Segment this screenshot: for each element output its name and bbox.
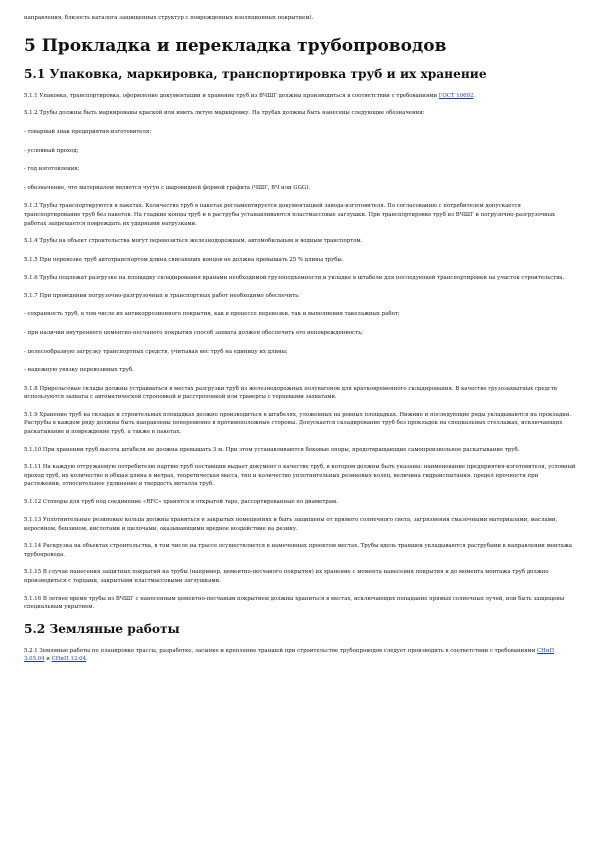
paragraph-5-1-2: 5.1.2 Трубы должны быть маркированы краской или иметь литую маркировку. На трубах должны быть нанесены следующие обозначения: xyxy=(24,110,425,117)
previous-section-fragment: направления, близость каталога защищенных структур с поврежденных изоляционных покрытием). xyxy=(24,15,314,21)
section-5-heading: 5 Прокладка и перекладка трубопроводов xyxy=(24,36,447,56)
paragraph-5-1-15: 5.1.15 В случае нанесения защитных покрытий на трубы (например, цементно-песчаного покрытия) их хранение с момента нанесения покрытия и до момента монтажа труб должно производиться с торцами, закрытыми пластмассовыми заглушками. xyxy=(24,569,549,585)
paragraph-5-1-4: 5.1.4 Трубы на объект строительства могут перевозиться железнодорожным, автомобильным и водным транспортом. xyxy=(24,238,363,245)
paragraph-5-1-10: 5.1.10 При хранении труб высота штабеля не должна превышать 3 м. При этом устанавливаются боковые опоры, предотвращающие самопроизвольное раскатывание труб. xyxy=(24,446,520,453)
list-item-safety: - сохранность труб, в том числе их антикоррозионного покрытия, как в процессе перевозки, так и выполнения такелажных работ; xyxy=(24,311,400,318)
paragraph-5-1-3: 5.1.3 Трубы транспортируются в пакетах. Количество труб в пакетах регламентируется документацией завода-изготовителя. По согласованию с потребителем допускается транспортирование труб без пакетов. На гладкие концы труб и в раструбы устанавливаются пластмассовые заглушки. При транспортировке труб из ВЧШГ и погрузочно-разгрузочных работах запрещается повреждать их ударными нагрузками. xyxy=(24,203,556,227)
subsection-5-2-heading: 5.2 Земляные работы xyxy=(24,621,180,636)
paragraph-5-1-13: 5.1.13 Уплотнительные резиновые кольца должны храниться в закрытых помещениях и быть защищены от прямого солнечного света, загрязнения смазочными материалами, маслами, керосином, бензином, кислотами и щелочами, оказывающими вредное воздействие на резину. xyxy=(24,517,558,532)
gost-10692-link[interactable]: ГОСТ 10692 xyxy=(438,93,474,99)
paragraph-5-1-7: 5.1.7 При проведении погрузочно-разгрузочных и транспортных работ необходимо обеспечить: xyxy=(24,292,300,299)
paragraph-5-1-16: 5.1.16 В летнее время трубы из ВЧШГ с нанесенным цементно-песчаным покрытием должны храниться в местах, исключающих попадание прямых солнечных лучей, или быть защищены специальным укрытием. xyxy=(24,595,565,611)
paragraph-end: . xyxy=(473,93,476,99)
list-item-tying: - надежную увязку перевозимых труб. xyxy=(24,367,134,374)
snip-3-05-04-link[interactable]: СНиП 3.05.04 xyxy=(24,647,555,663)
document-page xyxy=(24,14,576,673)
paragraph-5-2-1 xyxy=(24,647,576,664)
paragraph-5-1-11: 5.1.11 На каждую отгружаемую потребителю партию труб поставщик выдает документ о качестве труб, в котором должны быть указаны: наименование предприятия-изготовителя, условный проход труб, их количество и общая длина в метрах, теоретическая масса, тип и количество уплотнительных резиновых колец, величина гидроиспытания, предел прочности при растяжении, относительное удлинение и твердость металла труб. xyxy=(24,464,576,488)
snip-12-04-link[interactable]: СНиП 12-04 xyxy=(51,656,86,663)
paragraph-5-1-9: 5.1.9 Хранение труб на складах и строительных площадках должно производиться в штабелях, уложенных на ровных площадках. Нижние и последующие ряды укладываются на прокладки. Раструбы в каждом ряду должны быть направлены попеременно в противоположные стороны. Допускается складирование труб без прокладок на специальных стеллажах, исключающих раскатывание и повреждение труб, а также в пакетах. xyxy=(24,411,571,436)
list-item-nominal-bore: - условный проход; xyxy=(24,147,79,154)
paragraph-text: 5.1.1 Упаковка, транспортировка, оформление документации и хранение труб из ВЧШГ должны производиться в соответствии с требованиями xyxy=(24,93,439,99)
paragraph-end: . xyxy=(85,656,88,663)
paragraph-5-1-8: 5.1.8 Прирельсовые склады должны устраиваться в местах разгрузки труб из железнодорожных полувагонов для кратковременного складирования. В качестве грузозахватных средств используются захваты с автоматической строповкой и расстроповкой или траверсы с торцевыми захватами. xyxy=(24,385,557,401)
paragraph-text: 5.2.1 Земляные работы по планировке трассы, разработке, засыпке и крепление траншей при строительстве трубопроводов следует производить в соответствии с требованиями xyxy=(24,647,538,654)
paragraph-5-1-5: 5.1.5 При перевозке труб автотранспортом длина свисающих концов не должна превышать 25 % длины трубы. xyxy=(24,256,344,263)
paragraph-mid: и xyxy=(44,656,52,663)
paragraph-5-1-1 xyxy=(24,92,576,101)
paragraph-5-1-12: 5.1.12 Стопоры для труб под соединение «RFC» хранятся в открытой таре, рассортированные по диаметрам. xyxy=(24,498,338,505)
list-item-year: - год изготовления; xyxy=(24,166,80,173)
list-item-loading: - целесообразную загрузку транспортных средств, учитывая вес труб на единицу их длины; xyxy=(24,348,288,355)
list-item-trademark: - товарный знак предприятия-изготовителя; xyxy=(24,129,152,136)
paragraph-5-1-14: 5.1.14 Раскрузка на объектах строительства, в том числе на трассе осуществляется в намеченных проектом местах. Трубы вдоль траншеи укладываются раструбами в направлении монтажа трубопровода. xyxy=(24,543,573,558)
subsection-5-1-heading: 5.1 Упаковка, маркировка, транспортировка труб и их хранение xyxy=(24,67,487,81)
paragraph-5-1-6: 5.1.6 Трубы подлежат разгрузке на площадку складирования кранами необходимой грузоподъемности и укладке в штабели для последующей транспортировки на участок строительства. xyxy=(24,275,565,282)
list-item-material: - обозначение, что материалом является чугун с шаровидной формой графита (ЧШГ, ВЧ или GGG). xyxy=(24,184,311,191)
list-item-coating: - при наличии внутреннего цементно-песчаного покрытия способ захвата должен обеспечить его неповрежденность; xyxy=(24,329,363,336)
